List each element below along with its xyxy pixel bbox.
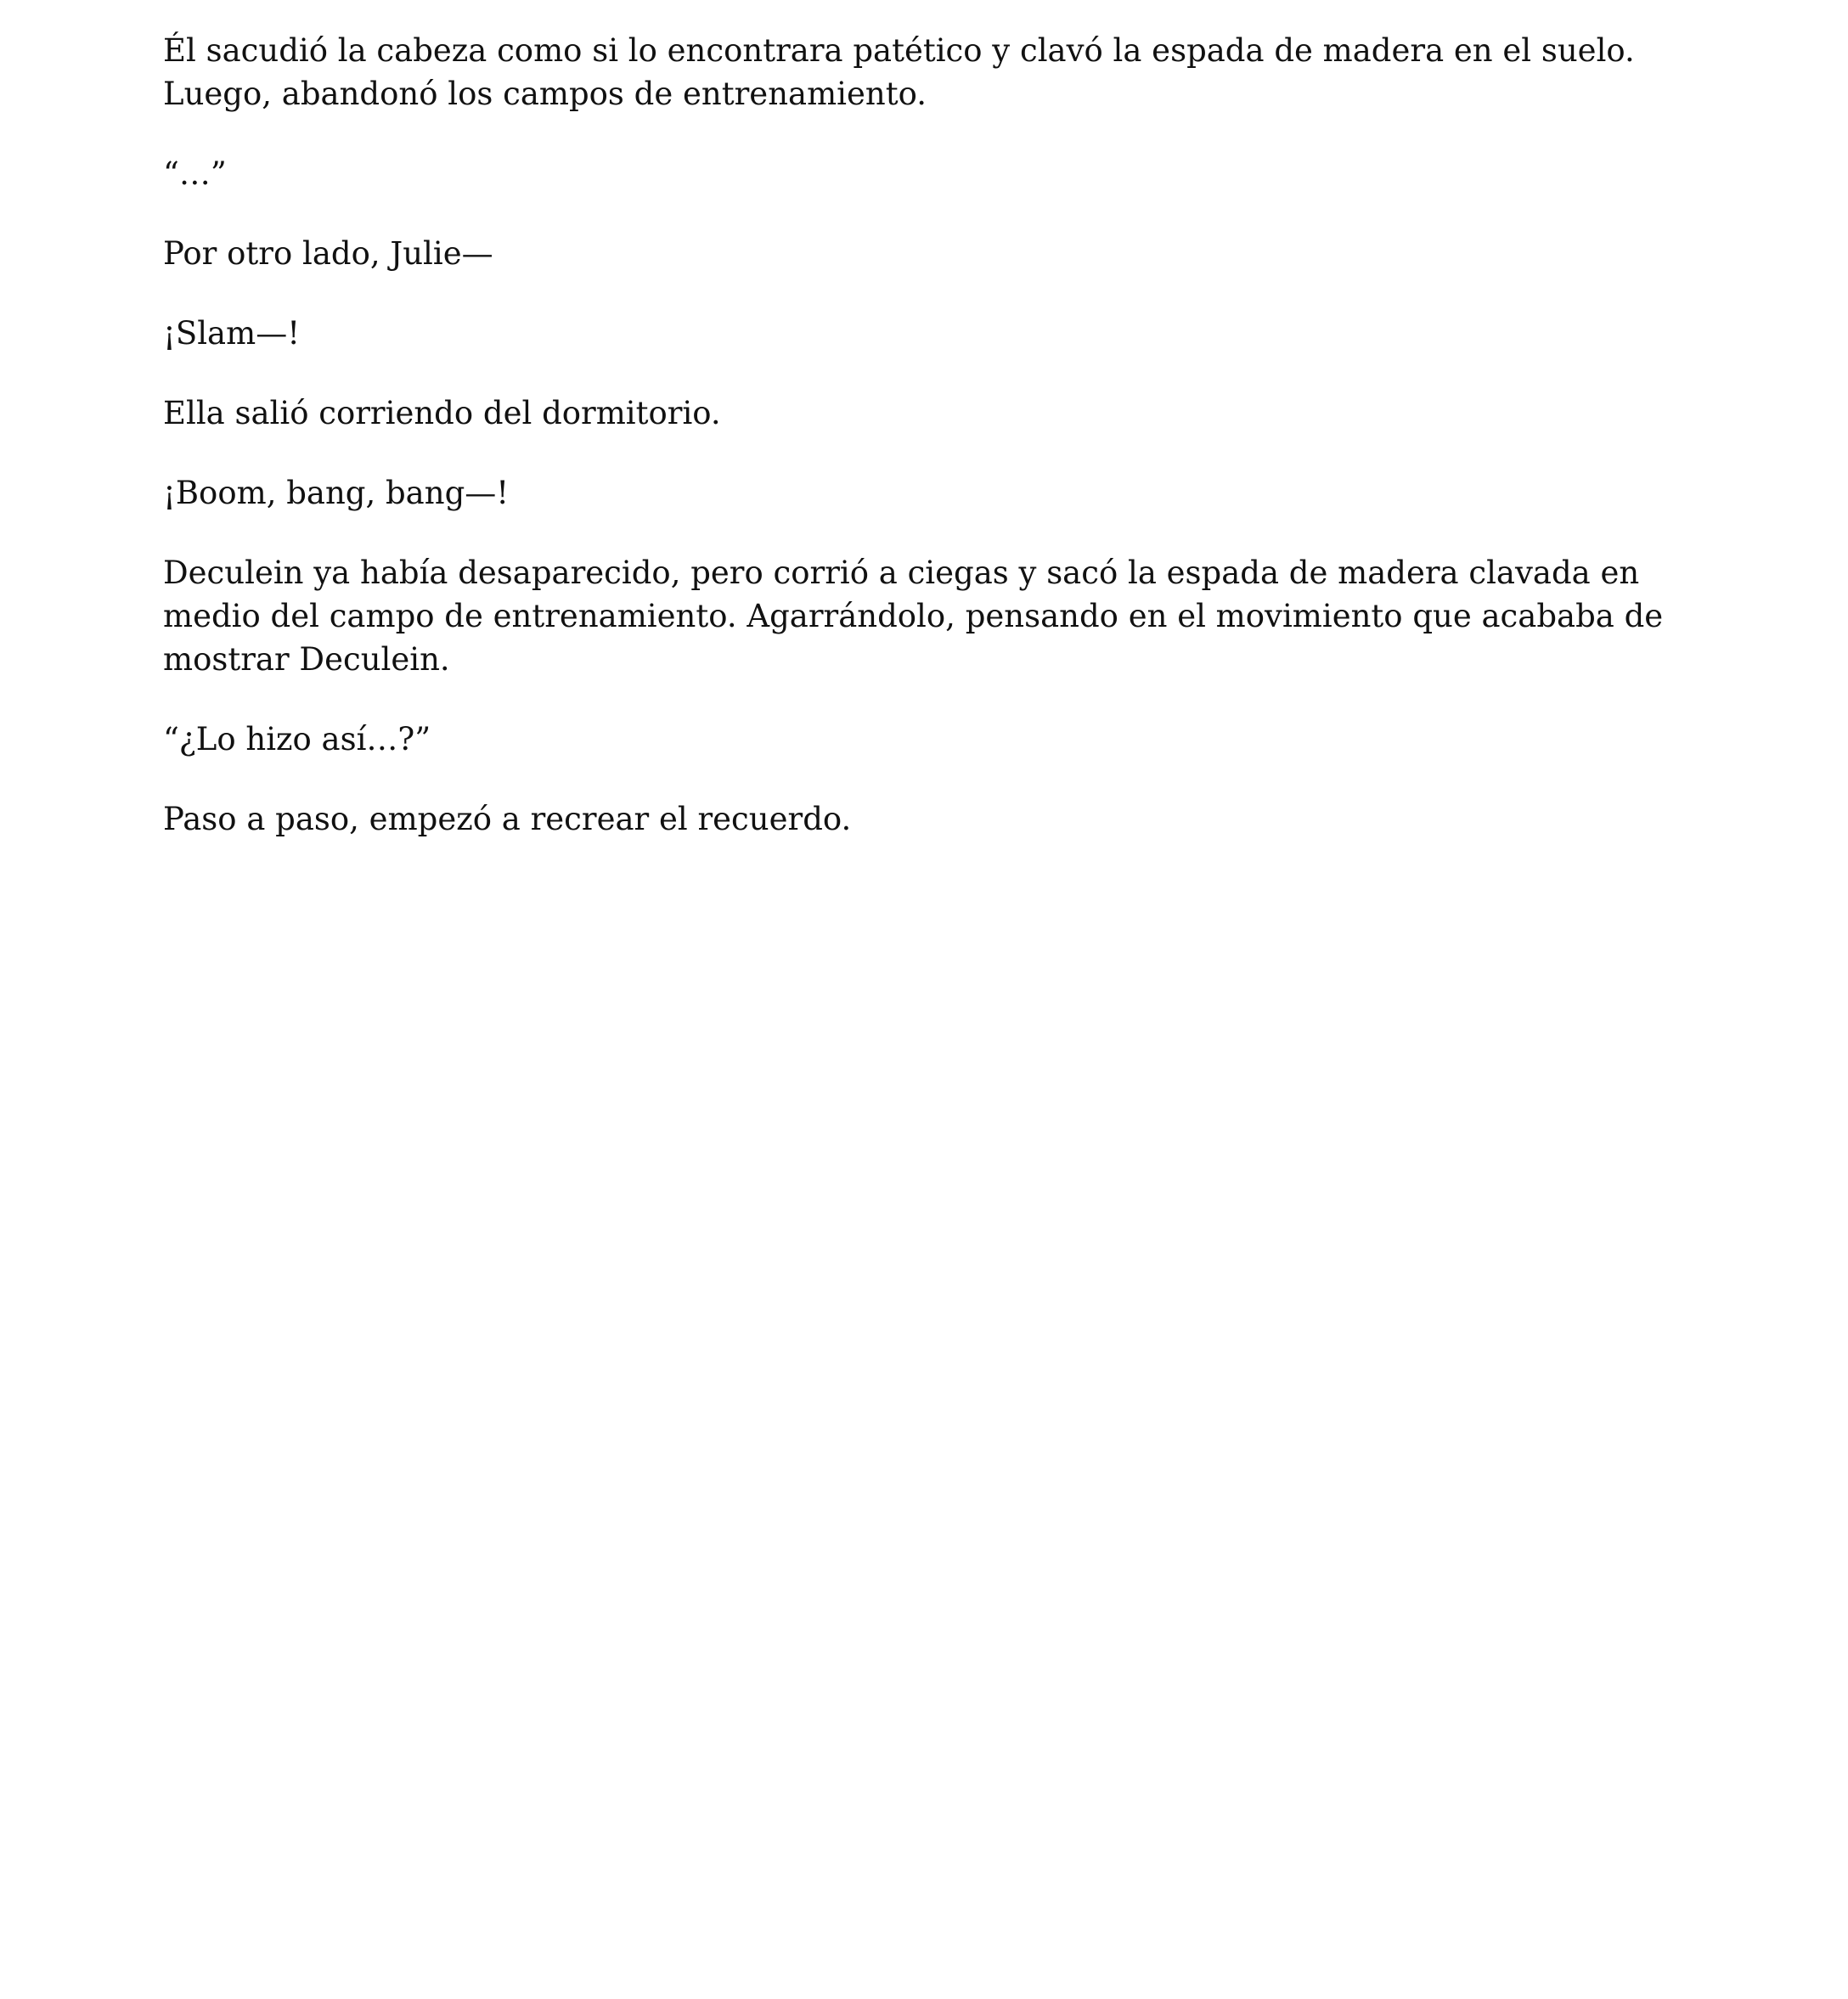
body-text — [163, 29, 1692, 877]
paragraph: Por otro lado, Julie— — [163, 235, 493, 272]
paragraph: Deculein ya había desaparecido, pero corrió a ciegas y sacó la espada de madera clavada en medio del campo de entrenamiento. Agarrándolo, pensando en el movimiento que acababa de mostrar Deculein. — [163, 555, 1664, 678]
paragraph: ¡Boom, bang, bang—! — [163, 475, 510, 511]
paragraph: Ella salió corriendo del dormitorio. — [163, 395, 721, 431]
paragraph: ¡Slam—! — [163, 315, 301, 352]
paragraph: Paso a paso, empezó a recrear el recuerdo. — [163, 801, 852, 837]
paragraph: “…” — [163, 155, 227, 192]
paragraph: “¿Lo hizo así…?” — [163, 721, 431, 757]
paragraph: Él sacudió la cabeza como si lo encontrara patético y clavó la espada de madera en el suelo. Luego, abandonó los campos de entrenamiento. — [163, 32, 1635, 112]
